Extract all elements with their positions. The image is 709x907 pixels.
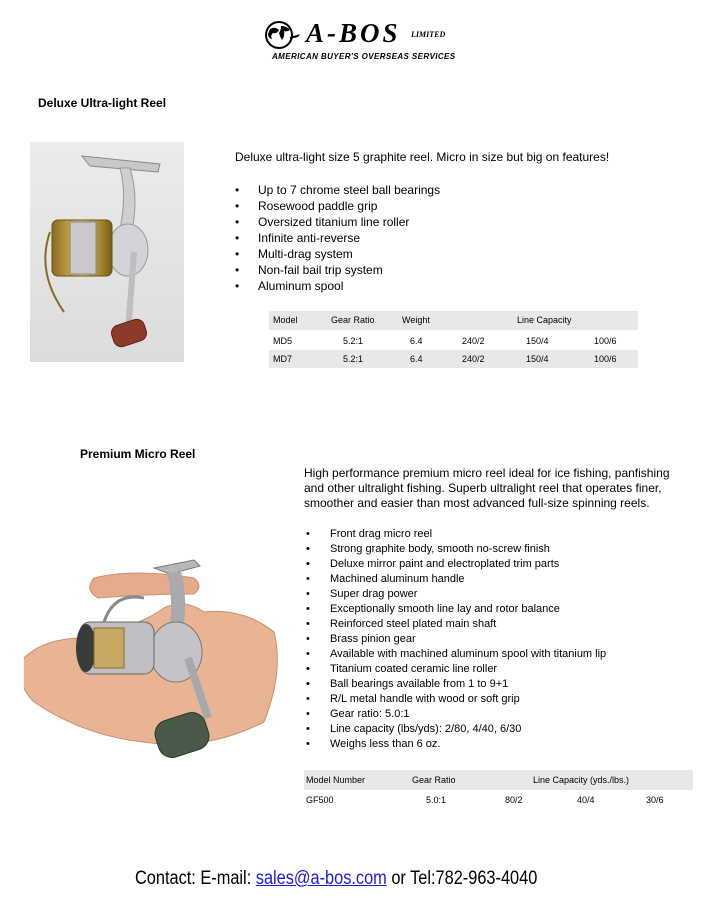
bullet-icon: • — [306, 648, 310, 660]
feature-text: Gear ratio: 5.0:1 — [330, 708, 410, 720]
feature-text: Available with machined aluminum spool with titanium lip — [330, 648, 607, 660]
bullet-icon: • — [306, 633, 310, 645]
feature-text: Brass pinion gear — [330, 633, 416, 645]
feature-text: Aluminum spool — [258, 279, 344, 293]
brand-tagline: AMERICAN BUYER'S OVERSEAS SERVICES — [272, 52, 456, 61]
spec-cell: 5.2:1 — [343, 336, 364, 346]
feature-item — [304, 738, 704, 753]
bullet-icon: • — [306, 528, 310, 540]
feature-item — [304, 573, 704, 588]
bullet-icon: • — [306, 693, 310, 705]
globe-icon — [262, 20, 302, 50]
feature-item — [235, 263, 635, 279]
feature-text: Line capacity (lbs/yds): 2/80, 4/40, 6/30 — [330, 723, 522, 735]
contact-middle: or Tel: — [386, 868, 436, 889]
spec-header-gear-ratio: Gear Ratio — [331, 315, 375, 325]
spec-cell: GF500 — [306, 795, 334, 805]
product1-title: Deluxe Ultra-light Reel — [38, 96, 167, 110]
feature-item — [304, 678, 704, 693]
spec-header-gear-ratio: Gear Ratio — [412, 775, 456, 785]
feature-item — [304, 723, 704, 738]
spec-cell: 5.2:1 — [343, 354, 364, 364]
bullet-icon: • — [306, 708, 310, 720]
feature-text: Exceptionally smooth line lay and rotor balance — [330, 603, 560, 615]
phone-number: 782-963-4040 — [435, 868, 538, 889]
bullet-icon: • — [235, 199, 240, 213]
feature-text: Ball bearings available from 1 to 9+1 — [330, 678, 509, 690]
spec-cell: 5.0:1 — [426, 795, 447, 805]
spec-cell: 6.4 — [410, 336, 423, 346]
brand-name: A-BOS — [306, 18, 401, 48]
brand-suffix: LIMITED — [411, 30, 446, 39]
feature-text: Multi-drag system — [258, 247, 353, 261]
feature-item — [235, 199, 635, 215]
spec-cell: 6.4 — [410, 354, 423, 364]
spec-cell: 80/2 — [505, 795, 523, 805]
bullet-icon: • — [306, 573, 310, 585]
spec-cell: 240/2 — [462, 354, 485, 364]
feature-item — [304, 708, 704, 723]
bullet-icon: • — [306, 663, 310, 675]
spec-table-header — [304, 770, 693, 790]
feature-item — [304, 648, 704, 663]
spec-header-model: Model — [273, 315, 298, 325]
product2-photo — [24, 548, 280, 774]
feature-item — [304, 663, 704, 678]
product1-photo — [30, 142, 184, 362]
feature-item — [235, 231, 635, 247]
feature-item — [304, 558, 704, 573]
product2-title: Premium Micro Reel — [80, 447, 196, 461]
feature-text: R/L metal handle with wood or soft grip — [330, 693, 520, 705]
bullet-icon: • — [306, 678, 310, 690]
feature-text: Infinite anti-reverse — [258, 231, 361, 245]
product1-spec-table — [269, 311, 638, 369]
spec-header-model-number: Model Number — [306, 775, 366, 785]
feature-text: Oversized titanium line roller — [258, 215, 410, 229]
company-logo — [262, 18, 462, 64]
contact-prefix: Contact: E-mail: — [135, 868, 256, 889]
feature-item — [304, 603, 704, 618]
bullet-icon: • — [235, 263, 240, 277]
feature-item — [235, 183, 635, 199]
feature-text: Non-fail bail trip system — [258, 263, 383, 277]
bullet-icon: • — [306, 723, 310, 735]
feature-item — [304, 588, 704, 603]
feature-item — [235, 215, 635, 231]
spec-header-line-capacity: Line Capacity — [517, 315, 572, 325]
spec-cell: 150/4 — [526, 336, 549, 346]
feature-text: Titanium coated ceramic line roller — [330, 663, 498, 675]
bullet-icon: • — [306, 543, 310, 555]
product2-spec-table — [304, 770, 693, 810]
feature-text: Super drag power — [330, 588, 418, 600]
product1-intro: Deluxe ultra-light size 5 graphite reel. Micro in size but big on features! — [235, 150, 610, 164]
spec-header-line-capacity: Line Capacity (yds./lbs.) — [533, 775, 630, 785]
spec-table-header — [269, 311, 638, 330]
bullet-icon: • — [235, 247, 240, 261]
bullet-icon: • — [306, 738, 310, 750]
feature-item — [235, 279, 635, 295]
bullet-icon: • — [235, 215, 240, 229]
feature-item — [304, 543, 704, 558]
spec-header-weight: Weight — [402, 315, 430, 325]
feature-item — [304, 633, 704, 648]
spec-cell: 40/4 — [577, 795, 595, 805]
feature-text: Weighs less than 6 oz. — [330, 738, 441, 750]
feature-text: Up to 7 chrome steel ball bearings — [258, 183, 441, 197]
spec-cell: 100/6 — [594, 354, 617, 364]
spec-cell: 240/2 — [462, 336, 485, 346]
spec-cell: 100/6 — [594, 336, 617, 346]
feature-text: Strong graphite body, smooth no-screw finish — [330, 543, 550, 555]
feature-item — [304, 618, 704, 633]
feature-text: Machined aluminum handle — [330, 573, 465, 585]
feature-text: Front drag micro reel — [330, 528, 433, 540]
spec-cell: 30/6 — [646, 795, 664, 805]
table-row — [304, 792, 693, 810]
product2-intro: High performance premium micro reel ideal for ice fishing, panfishing and other ultralight fishing. Superb ultralight reel that operates finer, smoother and easier than most advanced full-size spinning reels. — [304, 466, 670, 510]
feature-item — [235, 247, 635, 263]
feature-item — [304, 693, 704, 708]
bullet-icon: • — [235, 231, 240, 245]
spec-cell: MD7 — [273, 354, 293, 364]
bullet-icon: • — [235, 183, 240, 197]
table-row — [269, 332, 638, 350]
bullet-icon: • — [235, 279, 240, 293]
contact-line — [135, 868, 537, 890]
bullet-icon: • — [306, 558, 310, 570]
feature-text: Reinforced steel plated main shaft — [330, 618, 497, 630]
feature-item — [304, 528, 704, 543]
table-row — [269, 350, 638, 368]
bullet-icon: • — [306, 618, 310, 630]
feature-text: Rosewood paddle grip — [258, 199, 378, 213]
email-link[interactable]: sales@a-bos.com — [255, 868, 387, 889]
bullet-icon: • — [306, 603, 310, 615]
spec-cell: 150/4 — [526, 354, 549, 364]
feature-text: Deluxe mirror paint and electroplated trim parts — [330, 558, 560, 570]
bullet-icon: • — [306, 588, 310, 600]
spec-cell: MD5 — [273, 336, 293, 346]
